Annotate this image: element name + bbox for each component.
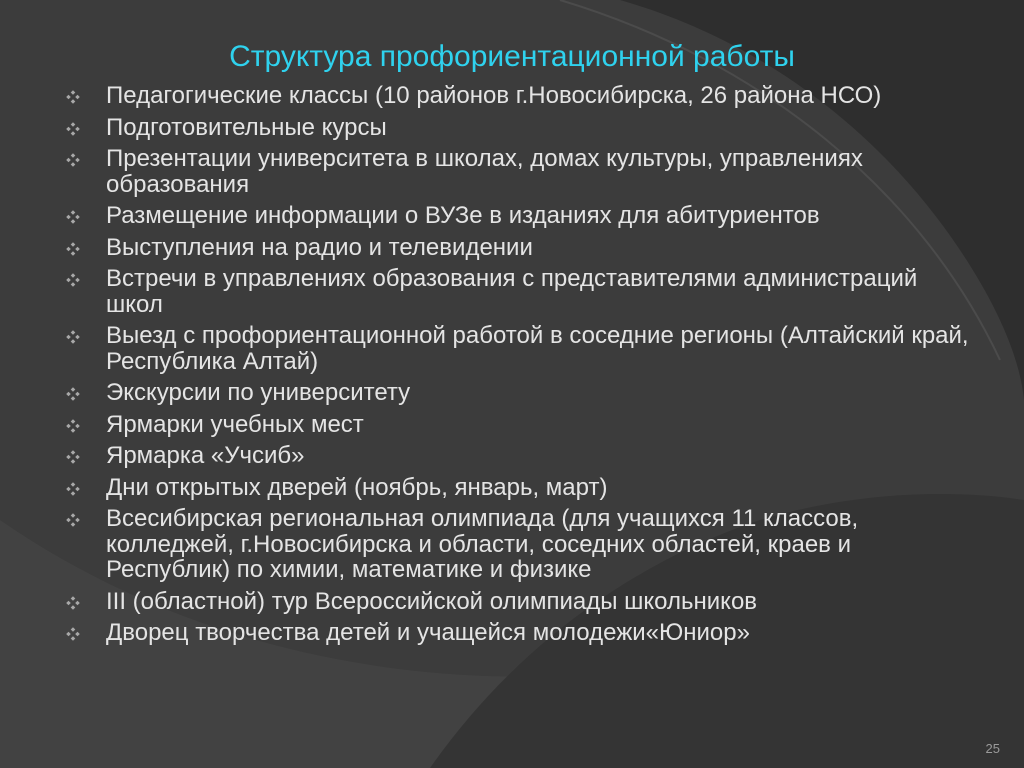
list-item: [60, 83, 980, 109]
list-item: [60, 589, 980, 615]
diamond-bullet-icon: [66, 153, 80, 167]
diamond-bullet-icon: [66, 596, 80, 610]
diamond-bullet-icon: [66, 330, 80, 344]
list-item-text: Размещение информации о ВУЗе в изданиях для абитуриентов: [106, 202, 820, 229]
diamond-bullet-icon: [66, 482, 80, 496]
list-item-text: Выезд с профориентационной работой в соседние регионы (Алтайский край, Республика Алтай): [106, 322, 969, 375]
list-item-text: Выступления на радио и телевидении: [106, 233, 533, 261]
diamond-bullet-icon: [66, 210, 80, 224]
list-item-text: Ярмарка «Учсиб»: [106, 442, 305, 469]
list-item: [60, 235, 980, 261]
diamond-bullet-icon: [66, 450, 80, 464]
list-item: [60, 203, 980, 229]
diamond-bullet-icon: [66, 419, 80, 433]
list-item-text: Встречи в управлениях образования с представителями администраций школ: [106, 265, 918, 318]
list-item-text: Экскурсии по университету: [106, 379, 411, 406]
page-number: 25: [985, 741, 1000, 756]
list-item-text: Всесибирская региональная олимпиада (для учащихся 11 классов, колледжей, г.Новосибирска и области, соседних областей, краев и Республик) по химии, математике и физике: [106, 505, 859, 583]
list-item: [60, 620, 980, 646]
bullet-list: [60, 83, 980, 652]
list-item: [60, 475, 980, 501]
list-item: [60, 443, 980, 469]
diamond-bullet-icon: [66, 513, 80, 527]
diamond-bullet-icon: [66, 90, 80, 104]
slide-title: Структура профориентационной работы: [229, 40, 795, 73]
diamond-bullet-icon: [66, 273, 80, 287]
list-item: [60, 266, 980, 317]
list-item-text: Ярмарки учебных мест: [106, 410, 364, 438]
list-item-text: Презентации университета в школах, домах культуры, управлениях образования: [106, 145, 863, 198]
list-item: [60, 146, 980, 197]
diamond-bullet-icon: [66, 242, 80, 256]
list-item: [60, 506, 980, 583]
list-item-text: Подготовительные курсы: [106, 113, 387, 141]
list-item-text: Дворец творчества детей и учащейся молодежи«Юниор»: [106, 619, 750, 646]
list-item: [60, 412, 980, 438]
diamond-bullet-icon: [66, 122, 80, 136]
list-item: [60, 380, 980, 406]
list-item-text: Педагогические классы (10 районов г.Новосибирска, 26 района НСО): [106, 82, 882, 109]
diamond-bullet-icon: [66, 387, 80, 401]
diamond-bullet-icon: [66, 627, 80, 641]
list-item: [60, 323, 980, 374]
list-item-text: Дни открытых дверей (ноябрь, январь, март): [106, 473, 608, 501]
list-item: [60, 115, 980, 141]
list-item-text: III (областной) тур Всероссийской олимпиады школьников: [106, 587, 758, 615]
